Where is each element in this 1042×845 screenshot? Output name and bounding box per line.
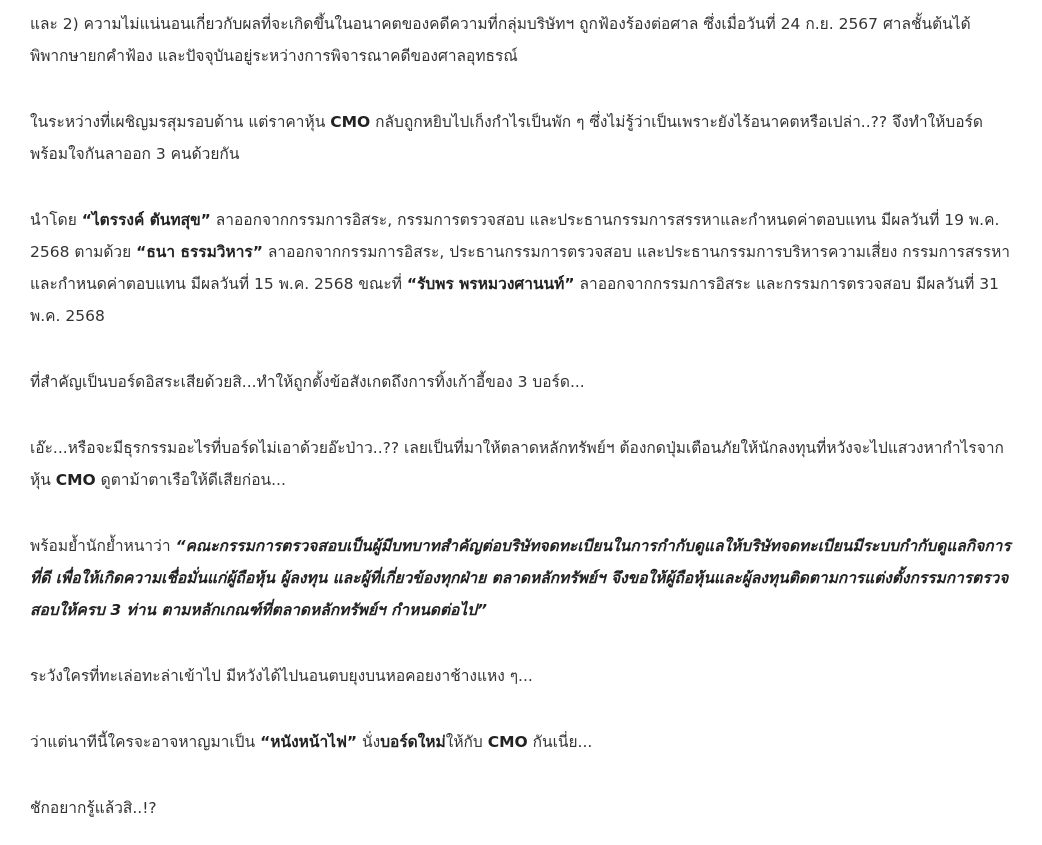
director-name: “รับพร พรหมวงศานนท์” [406,275,575,293]
paragraph-text: กันเนี่ย... [527,733,593,751]
paragraph-set-quote [30,530,1020,626]
stock-ticker: CMO [487,733,528,751]
paragraph-text: ให้กับ [445,733,488,751]
paragraph-text: ว่าแต่นาทีนี้ใครจะอาจหาญมาเป็น [30,733,261,751]
paragraph-closing [30,792,1020,824]
paragraph-resignations [30,204,1020,332]
paragraph-text: ลาออกจากกรรมการอิสระ และกรรมการตรวจสอบ มีผลวันที่ 31 พ.ค. 2568 [30,275,1000,325]
emphasis-text: บอร์ดใหม่ [380,733,446,751]
paragraph-text: ลาออกจากกรรมการอิสระ, ประธานกรรมการตรวจสอบ และประธานกรรมการบริหารความเสี่ยง กรรมการสรรหาและกำหนดค่าตอบแทน มีผลวันที่ 15 พ.ค. 2568 ขณะที่ [30,243,1010,293]
paragraph-text: เอ๊ะ...หรือจะมีธุรกรรมอะไรที่บอร์ดไม่เอาด้วยอ๊ะป่าว..?? เลยเป็นที่มาให้ตลาดหลักทรัพย์ฯ ต้องกดปุ่มเตือนภัยให้นักลงทุนที่หวังจะไปแสวงหากำไรจากหุ้น [30,439,1004,489]
paragraph-text: พร้อมย้ำนักย้ำหนาว่า [30,537,176,555]
paragraph-text: ที่สำคัญเป็นบอร์ดอิสระเสียด้วยสิ...ทำให้ถูกตั้งข้อสังเกตถึงการทิ้งเก้าอี้ของ 3 บอร์ด... [30,373,585,391]
paragraph-text: และ 2) ความไม่แน่นอนเกี่ยวกับผลที่จะเกิดขึ้นในอนาคตของคดีความที่กลุ่มบริษัทฯ ถูกฟ้องร้องต่อศาล ซึ่งเมื่อวันที่ 24 ก.ย. 2567 ศาลชั้นต้นได้พิพากษายกคำฟ้อง และปัจจุบันอยู่ระหว่างการพิจารณาคดีของศาลอุทธรณ์ [30,15,971,65]
paragraph-new-board [30,726,1020,758]
director-name: “ไตรรงค์ ตันทสุข” [81,211,211,229]
paragraph-text: นำโดย [30,211,82,229]
paragraph-text: ในระหว่างที่เผชิญมรสุมรอบด้าน แต่ราคาหุ้น [30,113,331,131]
stock-ticker: CMO [330,113,371,131]
article-body [30,8,1020,824]
paragraph-caution [30,660,1020,692]
set-statement-quote: “คณะกรรมการตรวจสอบเป็นผู้มีบทบาทสำคัญต่อบริษัทจดทะเบียนในการกำกับดูแลให้บริษัทจดทะเบียนมีระบบกำกับดูแลกิจการที่ดี เพื่อให้เกิดความเชื่อมั่นแก่ผู้ถือหุ้น ผู้ลงทุน และผู้ที่เกี่ยวข้องทุกฝ่าย ตลาดหลักทรัพย์ฯ จึงขอให้ผู้ถือหุ้นและผู้ลงทุนติดตามการแต่งตั้งกรรมการตรวจสอบให้ครบ 3 ท่าน ตามหลักเกณฑ์ที่ตลาดหลักทรัพย์ฯ กำหนดต่อไป” [30,537,1011,619]
paragraph-stock-speculation [30,106,1020,170]
paragraph-text: ระวังใครที่ทะเล่อทะล่าเข้าไป มีหวังได้ไปนอนตบยุงบนหอคอยงาช้างแหง ๆ... [30,667,533,685]
paragraph-text: ดูตาม้าตาเรือให้ดีเสียก่อน... [95,471,286,489]
paragraph-lawsuit [30,8,1020,72]
paragraph-text: นั่ง [357,733,381,751]
director-name: “ธนา ธรรมวิหาร” [136,243,263,261]
emphasis-text: “หนังหน้าไฟ” [260,733,358,751]
stock-ticker: CMO [55,471,96,489]
paragraph-independent-board [30,366,1020,398]
paragraph-text: ลาออกจากกรรมการอิสระ, กรรมการตรวจสอบ และประธานกรรมการสรรหาและกำหนดค่าตอบแทน มีผลวันที่ 19 พ.ค. 2568 ตามด้วย [30,211,1000,261]
paragraph-text: ชักอยากรู้แล้วสิ..!? [30,799,157,817]
paragraph-set-warning [30,432,1020,496]
paragraph-text: กลับถูกหยิบไปเก็งกำไรเป็นพัก ๆ ซึ่งไม่รู้ว่าเป็นเพราะยังไร้อนาคตหรือเปล่า..?? จึงทำให้บอร์ดพร้อมใจกันลาออก 3 คนด้วยกัน [30,113,983,163]
